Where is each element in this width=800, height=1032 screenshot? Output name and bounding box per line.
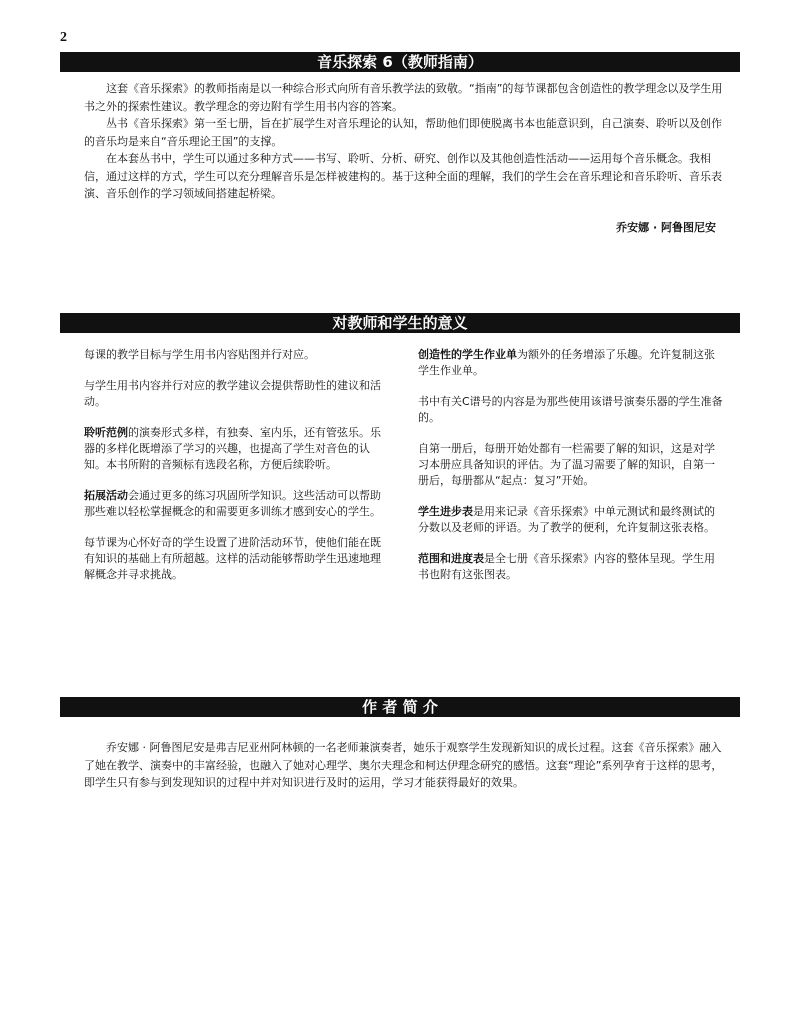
meaning-left-column (84, 347, 390, 598)
page-number: 2 (60, 30, 67, 45)
intro-text (84, 80, 724, 203)
meaning-item: 拓展活动会通过更多的练习巩固所学知识。这些活动可以帮助那些难以轻松掌握概念的和需要更多训练才感到安心的学生。 (84, 489, 381, 518)
intro-paragraph: 这套《音乐探索》的教师指南是以一种综合形式向所有音乐教学法的致敬。“指南”的每节课都包含创造性的教学理念以及学生用书之外的探索性建议。教学理念的旁边附有学生用书内容的答案。 (84, 82, 723, 113)
meaning-item: 书中有关C谱号的内容是为那些使用该谱号演奏乐器的学生准备的。 (418, 395, 723, 424)
intro-paragraph: 丛书《音乐探索》第一至七册，旨在扩展学生对音乐理论的认知，帮助他们即使脱离书本也能意识到，自己演奏、聆听以及创作的音乐均是来自“音乐理论王国”的支撑。 (84, 117, 722, 148)
section-header-author (60, 697, 740, 717)
meaning-item: 创造性的学生作业单为额外的任务增添了乐趣。允许复制这张学生作业单。 (418, 348, 715, 377)
author-paragraph: 乔安娜 · 阿鲁图尼安是弗吉尼亚州阿林顿的一名老师兼演奏者，她乐于观察学生发现新知识的成长过程。这套《音乐探索》融入了她在教学、演奏中的丰富经验，也融入了她对心理学、奥尔夫理念和柯达伊理念研究的感悟。这套“理论”系列孕育于这样的思考，即学生只有参与到发现知识的过程中并对知识进行及时的运用，学习才能获得最好的效果。 (84, 741, 723, 789)
signature: 乔安娜 · 阿鲁图尼安 (616, 221, 716, 234)
meaning-item: 学生进步表是用来记录《音乐探索》中单元测试和最终测试的分数以及老师的评语。为了教学的便利，允许复制这张表格。 (418, 505, 715, 534)
meaning-item: 范围和进度表是全七册《音乐探索》内容的整体呈现。学生用书也附有这张图表。 (418, 552, 715, 581)
meaning-item: 自第一册后，每册开始处都有一栏需要了解的知识，这是对学习本册应具备知识的评估。为了温习需要了解的知识，自第一册后，每册都从“起点：复习”开始。 (418, 442, 715, 487)
section-title: 作 者 简 介 (362, 698, 438, 716)
section-title: 音乐探索 6（教师指南） (317, 53, 483, 71)
meaning-right-column (418, 347, 724, 598)
meaning-item: 与学生用书内容并行对应的教学建议会提供帮助性的建议和活动。 (84, 379, 381, 408)
section-header-guide (60, 52, 740, 72)
meaning-item: 聆听范例的演奏形式多样，有独奏、室内乐，还有管弦乐。乐器的多样化既增添了学习的兴趣，也提高了学生对音色的认知。本书所附的音频标有选段名称，方便后续聆听。 (84, 426, 381, 471)
meaning-item: 每课的教学目标与学生用书内容贴图并行对应。 (84, 348, 315, 361)
author-bio (84, 739, 724, 792)
meaning-item: 每节课为心怀好奇的学生设置了进阶活动环节，使他们能在既有知识的基础上有所超越。这样的活动能够帮助学生迅速地理解概念并寻求挑战。 (84, 536, 381, 581)
section-title: 对教师和学生的意义 (332, 314, 468, 332)
intro-paragraph: 在本套丛书中，学生可以通过多种方式——书写、聆听、分析、研究、创作以及其他创造性活动——运用每个音乐概念。我相信，通过这样的方式，学生可以充分理解音乐是怎样被建构的。基于这种全面的理解，我们的学生会在音乐理论和音乐聆听、音乐表演、音乐创作的学习领域间搭建起桥梁。 (84, 152, 722, 200)
section-header-meaning (60, 313, 740, 333)
